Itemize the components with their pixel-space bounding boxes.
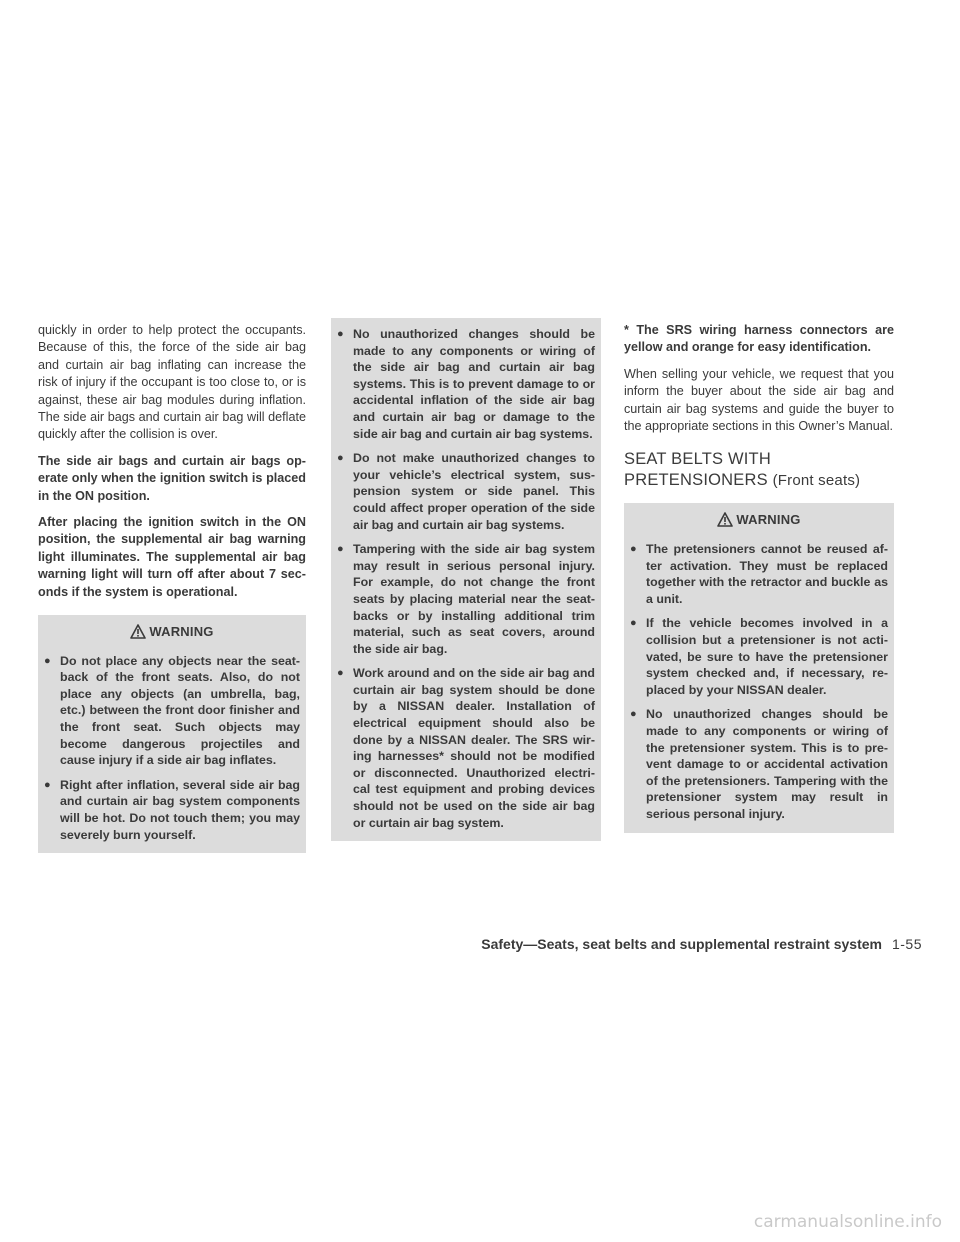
section-heading-qualifier: (Front seats)	[772, 472, 861, 490]
body-paragraph-bold: After placing the ignition switch in the ON position, the supplemental air bag warning light illuminates. The supplemental air bag warning light will turn off after about 7 sec-onds if the system is operational.	[38, 515, 306, 599]
warning-item: ● No unauthorized changes should be made to any components or wiring of the pretensioner system. This is to pre-vent damage to or accidental activation of the pretensioners. Tampering with the pretensioner system may result in serious personal injury.	[630, 706, 888, 822]
warning-title: WARNING	[149, 624, 214, 640]
column-left	[38, 322, 306, 853]
warning-item: ● No unauthorized changes should be made to any components or wiring of the side air bag and curtain air bag systems. This is to prevent damage to or accidental inflation of the side air bag and curtain air bag or damage to the side air bag and curtain air bag systems.	[337, 326, 595, 442]
warning-item: ● If the vehicle becomes involved in a collision but a pretensioner is not acti-vated, be sure to have the pretensioner system checked and, if necessary, re-placed by your NISSAN dealer.	[630, 615, 888, 698]
warning-item: ● Tampering with the side air bag system may result in serious personal injury. For example, do not change the front seats by placing material near the seat-backs or by installing additional trim material, such as seat covers, around the side air bag.	[337, 541, 595, 657]
footnote: * The SRS wiring harness connectors are yellow and orange for easy identification.	[624, 323, 894, 355]
warning-box	[38, 615, 306, 853]
warning-box	[624, 503, 894, 832]
warning-list	[44, 653, 300, 844]
warning-heading	[630, 512, 888, 529]
footer-section-title: Safety—Seats, seat belts and supplemental restraint system	[481, 936, 882, 952]
section-heading	[624, 449, 894, 491]
page-footer	[481, 936, 922, 952]
body-paragraph: quickly in order to help protect the occupants. Because of this, the force of the side air bag and curtain air bag inflating can increase the risk of injury if the occupant is too close to, or is against, these air bag modules during inflation. The side air bags and curtain air bag will deflate quickly after the collision is over.	[38, 323, 306, 442]
warning-item: ● Do not make unauthorized changes to your vehicle’s electrical system, sus-pension system or side panel. This could affect proper operation of the side air bag and curtain air bag systems.	[337, 450, 595, 533]
warning-triangle-icon	[130, 624, 146, 639]
column-middle	[331, 318, 601, 841]
column-right	[624, 322, 894, 833]
warning-title: WARNING	[736, 512, 801, 528]
page-number: 1-55	[891, 936, 922, 952]
warning-triangle-icon	[717, 512, 733, 527]
warning-item: ● Right after inflation, several side air bag and curtain air bag system components will be hot. Do not touch them; you may severely burn yourself.	[44, 777, 300, 843]
warning-item: ● The pretensioners cannot be reused af-ter activation. They must be replaced together with the retractor and buckle as a unit.	[630, 541, 888, 607]
section-heading-line2: PRETENSIONERS	[624, 471, 768, 490]
body-paragraph: When selling your vehicle, we request that you inform the buyer about the side air bag and curtain air bag systems and guide the buyer to the appropriate sections in this Owner’s Manual.	[624, 366, 894, 434]
warning-item: ● Do not place any objects near the seat-back of the front seats. Also, do not place any objects (an umbrella, bag, etc.) between the front door finisher and the front seat. Such objects may become dangerous projectiles and cause injury if a side air bag inflates.	[44, 653, 300, 769]
warning-list	[337, 326, 595, 831]
warning-list	[630, 541, 888, 823]
body-paragraph-bold: The side air bags and curtain air bags op-erate only when the ignition switch is placed in the ON position.	[38, 453, 306, 503]
section-heading-line1: SEAT BELTS WITH	[624, 450, 771, 469]
warning-heading	[44, 624, 300, 641]
watermark-text: carmanualsonline.info	[753, 1212, 942, 1232]
warning-box-continued	[331, 318, 601, 841]
warning-item: ● Work around and on the side air bag and curtain air bag system should be done by a NISSAN dealer. Installation of electrical equipment should also be done by a NISSAN dealer. The SRS wir-ing harnesses* should not be modified or disconnected. Unauthorized electri-cal test equipment and probing devices should not be used on the side air bag or curtain air bag system.	[337, 665, 595, 831]
